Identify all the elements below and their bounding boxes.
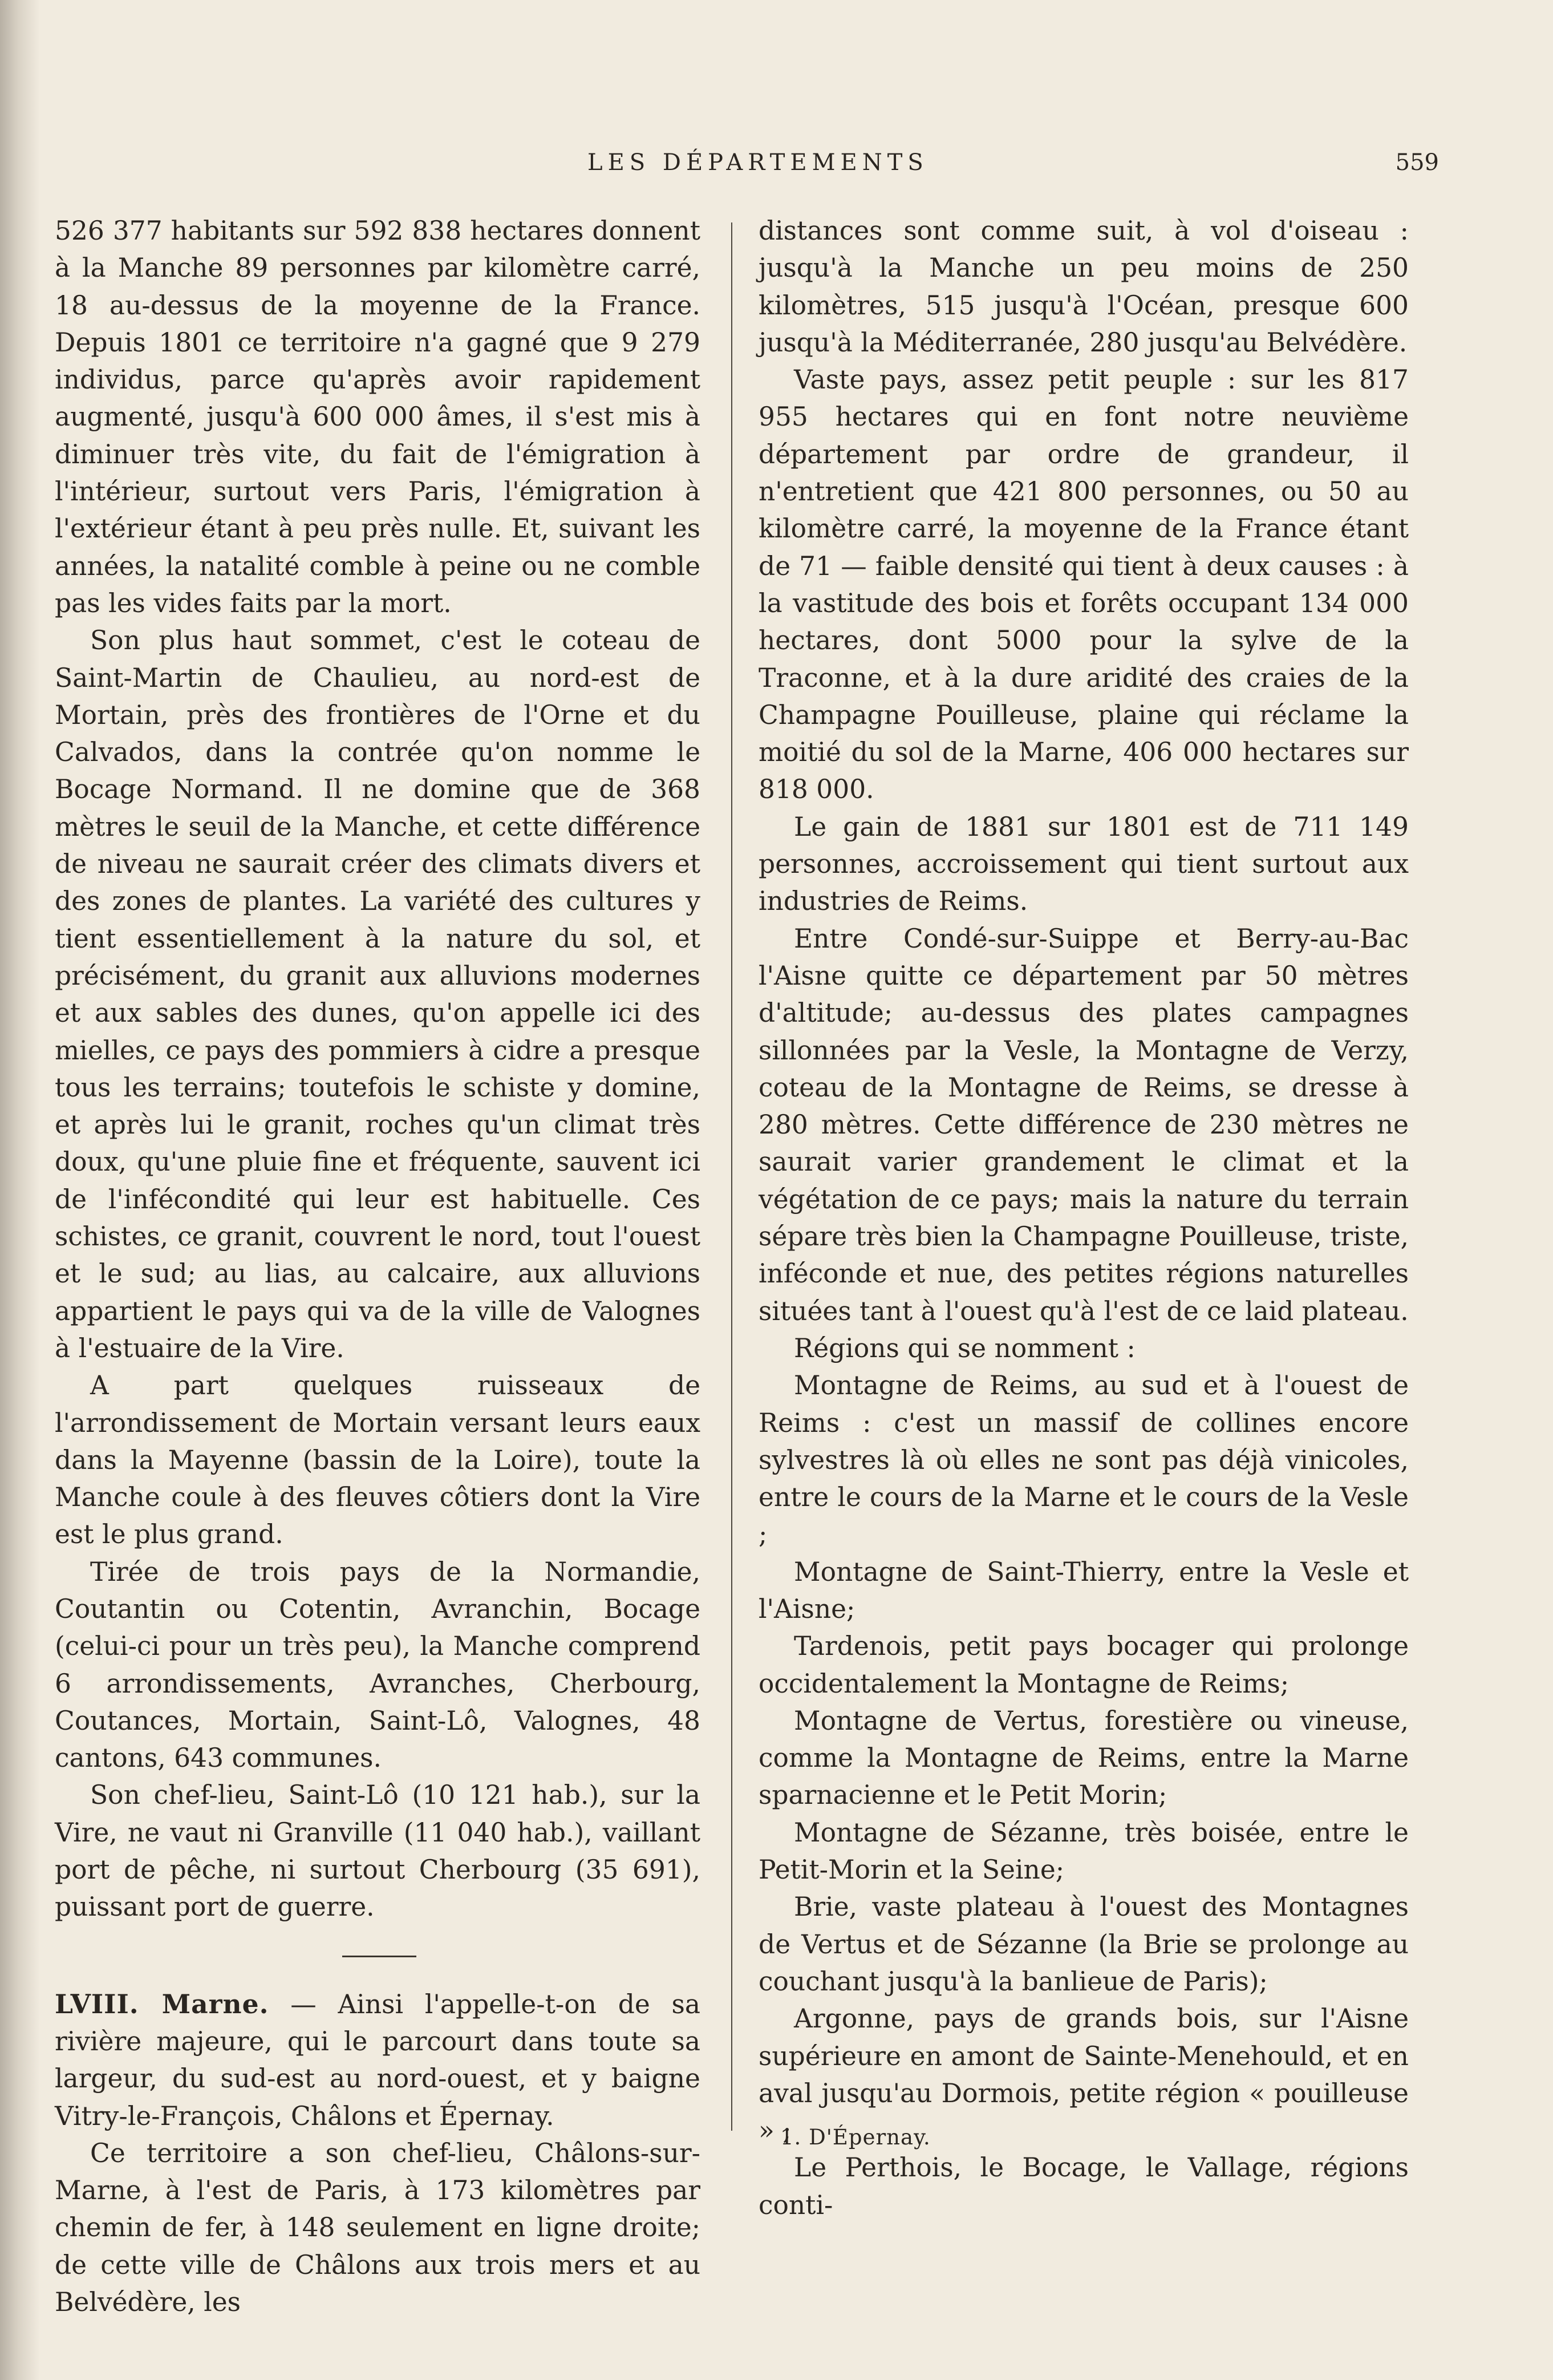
left-column	[55, 212, 700, 2321]
right-paragraph-11: Brie, vaste plateau à l'ouest des Montagnes de Vertus et de Sézanne (la Brie se prolonge au couchant jusqu'à la banlieue de Paris);	[759, 1892, 1409, 1997]
page-number: 559	[1395, 149, 1439, 176]
right-paragraph-2: Vaste pays, assez petit peuple : sur les 817 955 hectares qui en font notre neuvième département par ordre de grandeur, il n'entretient que 421 800 personnes, ou 50 au kilomètre carré, la moyenne de la France étant de 71 — faible densité qui tient à deux causes : à la vastitude des bois et forêts occupant 134 000 hectares, dont 5000 pour la sylve de la Traconne, et à la dure aridité des craies de la Champagne Pouilleuse, plaine qui réclame la moitié du sol de la Marne, 406 000 hectares sur 818 000.	[759, 365, 1409, 805]
right-column	[759, 212, 1409, 2224]
left-paragraph-4: Tirée de trois pays de la Normandie, Coutantin ou Cotentin, Avranchin, Bocage (celui-ci pour un très peu), la Manche comprend 6 arrondissements, Avranches, Cherbourg, Coutances, Mortain, Saint-Lô, Valognes, 48 cantons, 643 communes.	[55, 1556, 700, 1774]
section-marne-intro	[55, 1986, 700, 2135]
right-paragraph-5: Régions qui se nomment :	[794, 1333, 1136, 1363]
column-divider	[731, 222, 732, 2131]
left-paragraph-1: 526 377 habitants sur 592 838 hectares donnent à la Manche 89 personnes par kilomètre carré, 18 au-dessus de la moyenne de la France. Depuis 1801 ce territoire n'a gagné que 9 279 individus, parce qu'après avoir rapidement augmenté, jusqu'à 600 000 âmes, il s'est mis à diminuer très vite, du fait de l'émigration à l'intérieur, surtout vers Paris, l'émigration à l'extérieur étant à peu près nulle. Et, suivant les années, la natalité comble à peine ou ne comble pas les vides faits par la mort.	[55, 216, 700, 618]
right-paragraph-8: Tardenois, petit pays bocager qui prolonge occidentalement la Montagne de Reims;	[759, 1631, 1409, 1699]
right-paragraph-13: Le Perthois, le Bocage, le Vallage, régions conti-	[759, 2152, 1409, 2220]
right-paragraph-6: Montagne de Reims, au sud et à l'ouest de Reims : c'est un massif de collines encore sylvestres là où elles ne sont pas déjà vinicoles, entre le cours de la Marne et le cours de la Vesle ;	[759, 1370, 1409, 1550]
left-paragraph-3: A part quelques ruisseaux de l'arrondissement de Mortain versant leurs eaux dans la Mayenne (bassin de la Loire), toute la Manche coule à des fleuves côtiers dont la Vire est le plus grand.	[55, 1370, 700, 1550]
right-paragraph-12: Argonne, pays de grands bois, sur l'Aisne supérieure en amont de Sainte-Menehould, et en aval jusqu'au Dormois, petite région « pouilleuse » ;	[759, 2003, 1409, 2146]
binding-shadow	[0, 0, 40, 2380]
right-paragraph-4: Entre Condé-sur-Suippe et Berry-au-Bac l'Aisne quitte ce département par 50 mètres d'altitude; au-dessus des plates campagnes sillonnées par la Vesle, la Montagne de Verzy, coteau de la Montagne de Reims, se dresse à 280 mètres. Cette différence de 230 mètres ne saurait varier grandement le climat et la végétation de ce pays; mais la nature du terrain sépare très bien la Champagne Pouilleuse, triste, inféconde et nue, des petites régions naturelles situées tant à l'ouest qu'à l'est de ce laid plateau.	[759, 923, 1409, 1326]
left-paragraph-5: Son chef-lieu, Saint-Lô (10 121 hab.), sur la Vire, ne vaut ni Granville (11 040 hab.), vaillant port de pêche, ni surtout Cherbourg (35 691), puissant port de guerre.	[55, 1780, 700, 1922]
right-paragraph-9: Montagne de Vertus, forestière ou vineuse, comme la Montagne de Reims, entre la Marne sparnacienne et le Petit Morin;	[759, 1705, 1409, 1811]
left-paragraph-7: Ce territoire a son chef-lieu, Châlons-sur-Marne, à l'est de Paris, à 173 kilomètres par chemin de fer, à 148 seulement en ligne droite; de cette ville de Châlons aux trois mers et au Belvédère, les	[55, 2138, 700, 2318]
right-paragraph-7: Montagne de Saint-Thierry, entre la Vesle et l'Aisne;	[759, 1556, 1409, 1624]
section-intro-text: — Ainsi l'appelle-t-on de sa rivière majeure, qui le parcourt dans toute sa largeur, du sud-est au nord-ouest, et y baigne Vitry-le-François, Châlons et Épernay.	[55, 1989, 700, 2131]
running-head	[0, 149, 1553, 184]
right-paragraph-1: distances sont comme suit, à vol d'oiseau : jusqu'à la Manche un peu moins de 250 kilomètres, 515 jusqu'à l'Océan, presque 600 jusqu'à la Méditerranée, 280 jusqu'au Belvédère.	[759, 216, 1409, 358]
right-paragraph-10: Montagne de Sézanne, très boisée, entre le Petit-Morin et la Seine;	[759, 1817, 1409, 1885]
section-separator	[342, 1956, 416, 1957]
section-heading: LVIII. Marne.	[55, 1988, 269, 2019]
right-paragraph-3: Le gain de 1881 sur 1801 est de 711 149 personnes, accroissement qui tient surtout aux industries de Reims.	[759, 811, 1409, 917]
left-paragraph-2: Son plus haut sommet, c'est le coteau de Saint-Martin de Chaulieu, au nord-est de Mortain, près des frontières de l'Orne et du Calvados, dans la contrée qu'on nomme le Bocage Normand. Il ne domine que de 368 mètres le seuil de la Manche, et cette différence de niveau ne saurait créer des climats divers et des zones de plantes. La variété des cultures y tient essentiellement à la nature du sol, et précisément, du granit aux alluvions modernes et aux sables des dunes, qu'on appelle ici des mielles, ce pays des pommiers à cidre a presque tous les terrains; toutefois le schiste y domine, et après lui le granit, roches qu'un climat très doux, qu'une pluie fine et fréquente, sauvent ici de l'infécondité qui leur est habituelle. Ces schistes, ce granit, couvrent le nord, tout l'ouest et le sud; au lias, au calcaire, aux alluvions appartient le pays qui va de la ville de Valognes à l'estuaire de la Vire.	[55, 625, 700, 1363]
footnote: 1. D'Épernay.	[780, 2125, 931, 2150]
running-title: LES DÉPARTEMENTS	[587, 149, 928, 176]
